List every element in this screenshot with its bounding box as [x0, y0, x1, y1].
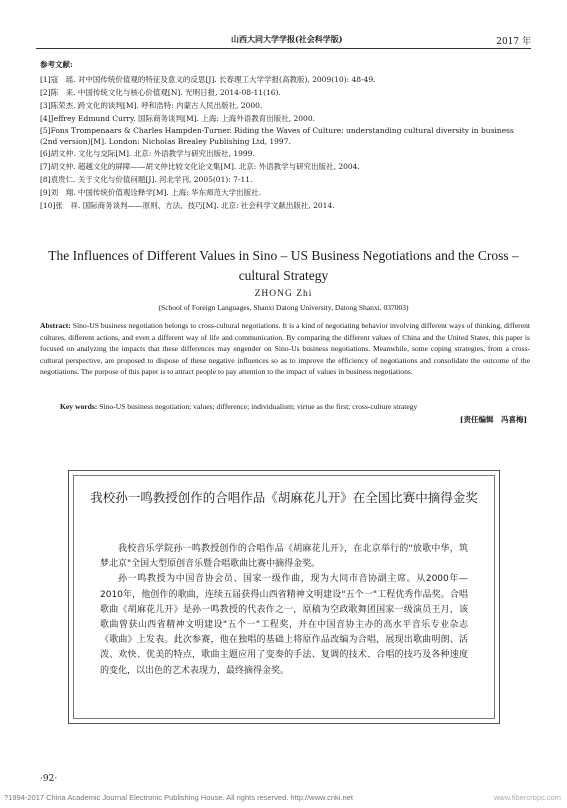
reference-item: [1]寇 瑶. 对中国传统价值观的特征及意义的反思[J]. 长春理工大学学报(高教版), 2009(10): 48-49. — [40, 75, 376, 84]
issue-year: 2017 年 — [496, 37, 531, 47]
reference-item: [6]胡文仲. 文化与交际[M]. 北京: 外语教学与研究出版社, 1999. — [40, 149, 255, 158]
reference-item: [9]刘 翔. 中国传统价值观诠释学[M]. 上海: 华东师范大学出版社. — [40, 188, 261, 197]
news-paragraph: 我校音乐学院孙一鸣教授创作的合唱作品《胡麻花儿开》，在北京举行的"放歌中华，筑梦北京"全国大型原创音乐暨合唱歌曲比赛中摘得金奖。 — [100, 544, 468, 570]
reference-item: [7]胡文仲. 超越文化的屏障——胡文仲比较文化论文集[M]. 北京: 外语教学与研究出版社, 2004. — [40, 162, 360, 171]
page-number: ·92· — [40, 774, 58, 784]
news-box — [68, 470, 500, 724]
abstract-text: Sino-US business negotiation belongs to cross-cultural negotiations. It is a kind of negotiating behavior involving different ways of thinking, different cultures, different actions, and even a different way of life and communication. By comparing the different values of China and the United States, this paper is focused on analyzing the impacts that these differences may engender on Sino-Us business negotiations. Meanwhile, some coping strategies, from a cross-cultural perspective, are proposed to dispose of these negative influences so as to improve the efficiency of negotiations and consolidate the outcome of the negotiations. The purpose of this paper is to attract people to pay attention to the impact of values in business negotiations. — [40, 321, 530, 377]
reference-item: [8]袁贵仁. 关于文化与价值问题[J]. 河北学刊, 2005(01): 7-11. — [40, 175, 253, 184]
keywords-text: Sino-US business negotiation; values; difference; individualism; virtue as the first; cross-culture strategy — [99, 402, 418, 411]
news-box-inner-border — [73, 475, 495, 719]
reference-item: [5]Fons Trompenaars & Charles Hampden-Turner. Riding the Waves of Culture: understanding cultural diversity in business (2nd version)[M]. London: Nicholas Brealey Publishing Ltd, 1997. — [40, 126, 514, 146]
reference-item: [2]陈 来. 中国传统文化与核心价值观[N]. 光明日报, 2014-08-11(16). — [40, 88, 281, 97]
news-paragraph: 孙一鸣教授为中国音协会员、国家一级作曲，现为大同市音协副主席。从2000年—2010年，他创作的歌曲，连续五届获得山西省精神文明建设"五个一"工程优秀作品奖。合唱歌曲《胡麻花儿开》是孙一鸣教授的代表作之一，原稿为空政歌舞团国家一级演员王月，该歌曲曾获山西省精神文明建设"五个一"工程奖，并在中国音协主办的高水平音乐专业杂志《歌曲》上发表。此次参赛，他在独唱的基础上将原作品改编为合唱，展现出歌曲明朗、活泼、欢快、优美的特点，歌曲主题应用了变奏的手法、复调的技术、合唱的技巧及各种速度的变化，以出色的艺术表现力，最终摘得金奖。 — [100, 574, 468, 676]
references-section — [40, 58, 530, 212]
keywords-label: Key words: — [60, 402, 98, 411]
reference-item: [10]张 祥. 国际商务谈判——原则、方法、技巧[M]. 北京: 社会科学文献出版社, 2014. — [40, 201, 335, 210]
english-title: The Influences of Different Values in Sino – US Business Negotiations and the Cross – cultural Strategy — [48, 248, 519, 283]
responsible-editor: [责任编辑 冯喜梅] — [459, 415, 527, 424]
reference-item: [4]Jeffrey Edmund Curry. 国际商务谈判[M]. 上海: 上海外语教育出版社, 2000. — [40, 114, 315, 123]
copyright-notice: ?1994-2017 China Academic Journal Electronic Publishing House. All rights reserved. http://www.cnki.net — [4, 793, 353, 802]
news-body — [100, 542, 468, 679]
author-affiliation: (School of Foreign Languages, Shanxi Datong University, Datong Shanxi, 037003) — [158, 303, 409, 312]
reference-item: [3]陈荣杰. 跨文化的谈判[M]. 呼和浩特: 内蒙古人民出版社, 2000. — [40, 101, 263, 110]
journal-name: 山西大同大学学报(社会科学版) — [231, 34, 343, 44]
english-keywords — [60, 402, 530, 411]
references-heading: 参考文献: — [40, 60, 73, 69]
english-abstract — [40, 320, 530, 378]
author-name: ZHONG Zhi — [254, 289, 313, 299]
running-header — [36, 26, 531, 49]
news-title: 我校孙一鸣教授创作的合唱作品《胡麻花儿开》在全国比赛中摘得金奖 — [90, 490, 478, 505]
watermark: www.fibercrops.com — [493, 793, 561, 802]
abstract-label: Abstract: — [40, 321, 71, 330]
